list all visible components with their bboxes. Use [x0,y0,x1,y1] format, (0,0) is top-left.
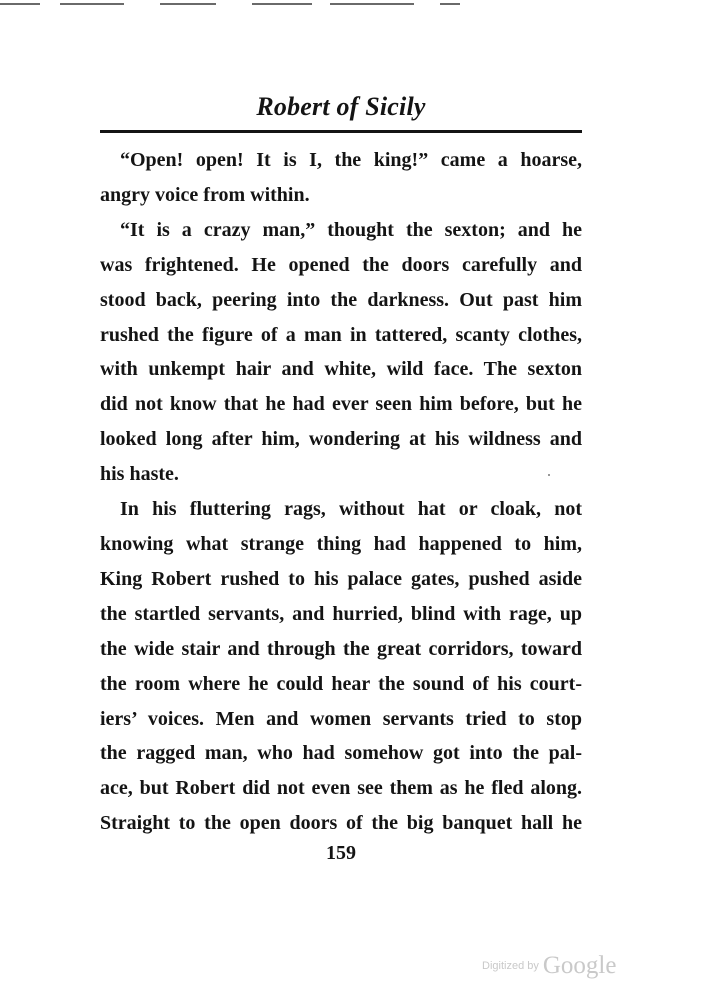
text-line: the ragged man, who had somehow got into the pal- [100,742,582,765]
text-line: looked long after him, wondering at his wildness and [100,428,582,451]
text-line: knowing what strange thing had happened to him, [100,532,582,555]
text-line: with unkempt hair and white, wild face. The sexton [100,358,582,381]
text-line: stood back, peering into the darkness. Out past him [100,288,582,311]
text-line: rushed the figure of a man in tattered, scanty clothes, [100,323,582,346]
text-line: Straight to the open doors of the big banquet hall he [100,812,582,835]
text-line: the wide stair and through the great corridors, toward [100,637,582,660]
text-line: his haste. [100,463,179,486]
text-line: did not know that he had ever seen him before, but he [100,393,582,416]
text-line: angry voice from within. [100,183,310,206]
running-head: Robert of Sicily [256,92,426,121]
text-line: the startled servants, and hurried, blind with rage, up [100,602,582,625]
scan-speck [548,474,550,476]
body-text [100,143,582,841]
digitized-watermark [482,952,642,986]
text-line: “Open! open! It is I, the king!” came a hoarse, [120,149,582,171]
watermark-prefix: Digitized by [482,960,539,972]
text-line: iers’ voices. Men and women servants tried to stop [100,707,582,730]
watermark-brand: Google [542,952,617,979]
text-line: “It is a crazy man,” thought the sexton; and he [120,218,582,241]
text-line: ace, but Robert did not even see them as he fled along. [100,777,582,800]
page-number: 159 [326,842,356,864]
header-rule [100,130,582,133]
scan-edge-artifact [0,0,715,8]
text-line: In his fluttering rags, without hat or cloak, not [120,498,582,521]
text-line: King Robert rushed to his palace gates, pushed aside [100,567,582,590]
text-line: the room where he could hear the sound of his court- [100,672,582,695]
text-line: was frightened. He opened the doors carefully and [100,253,582,276]
